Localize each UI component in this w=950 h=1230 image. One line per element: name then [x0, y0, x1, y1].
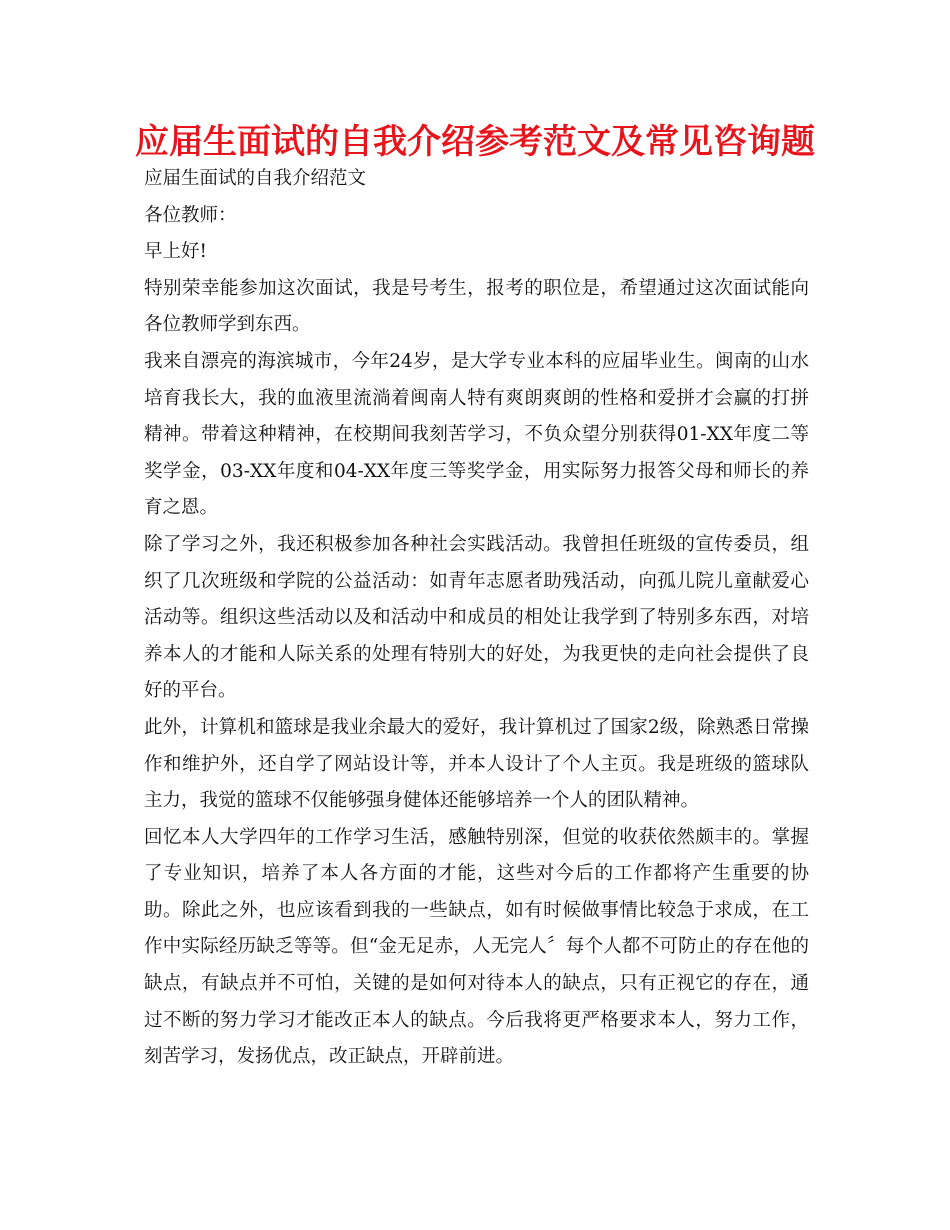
- document-title: 应届生面试的自我介绍参考范文及常见咨询题: [135, 122, 815, 162]
- paragraph-activities: 除了学习之外，我还积极参加各种社会实践活动。我曾担任班级的宣传委员，组织了几次班级和学院的公益活动：如青年志愿者助残活动，向孤儿院儿童献爱心活动等。组织这些活动以及和活动中和成员的相处让我学到了特别多东西，对培养本人的才能和人际关系的处理有特别大的好处，为我更快的走向社会提供了良好的平台。: [144, 533, 809, 702]
- document-body: [144, 161, 809, 1076]
- paragraph-greeting-morning: 早上好!: [144, 241, 207, 263]
- paragraph-hobbies: 此外，计算机和篮球是我业余最大的爱好，我计算机过了国家2级，除熟悉日常操作和维护外，还自学了网站设计等，并本人设计了个人主页。我是班级的篮球队主力，我觉的篮球不仅能够强身健体还能够培养一个人的团队精神。: [144, 716, 809, 812]
- paragraph-reflection: 回忆本人大学四年的工作学习生活，感触特别深，但觉的收获依然颇丰的。掌握了专业知识，培养了本人各方面的才能，这些对今后的工作都将产生重要的协助。除此之外，也应该看到我的一些缺点，如有时候做事情比较急于求成，在工作中实际经历缺乏等等。但“金无足赤，人无完人〞每个人都不可防止的存在他的缺点，有缺点并不可怕，关键的是如何对待本人的缺点，只有正视它的存在，通过不断的努力学习才能改正本人的缺点。今后我将更严格要求本人，努力工作，刻苦学习，发扬优点，改正缺点，开辟前进。: [144, 826, 809, 1068]
- paragraph-background: 我来自漂亮的海滨城市，今年24岁，是大学专业本科的应届毕业生。闽南的山水培育我长大，我的血液里流淌着闽南人特有爽朗爽朗的性格和爱拼才会赢的打拼精神。带着这种精神，在校期间我刻苦学习，不负众望分别获得01-XX年度二等奖学金，03-XX年度和04-XX年度三等奖学金，用实际努力报答父母和师长的养育之恩。: [144, 350, 809, 519]
- paragraph-intro: 特别荣幸能参加这次面试，我是号考生，报考的职位是，希望通过这次面试能向各位教师学到东西。: [144, 277, 809, 336]
- paragraph-greeting-audience: 各位教师：: [144, 204, 237, 226]
- document-subtitle: 应届生面试的自我介绍范文: [144, 168, 367, 189]
